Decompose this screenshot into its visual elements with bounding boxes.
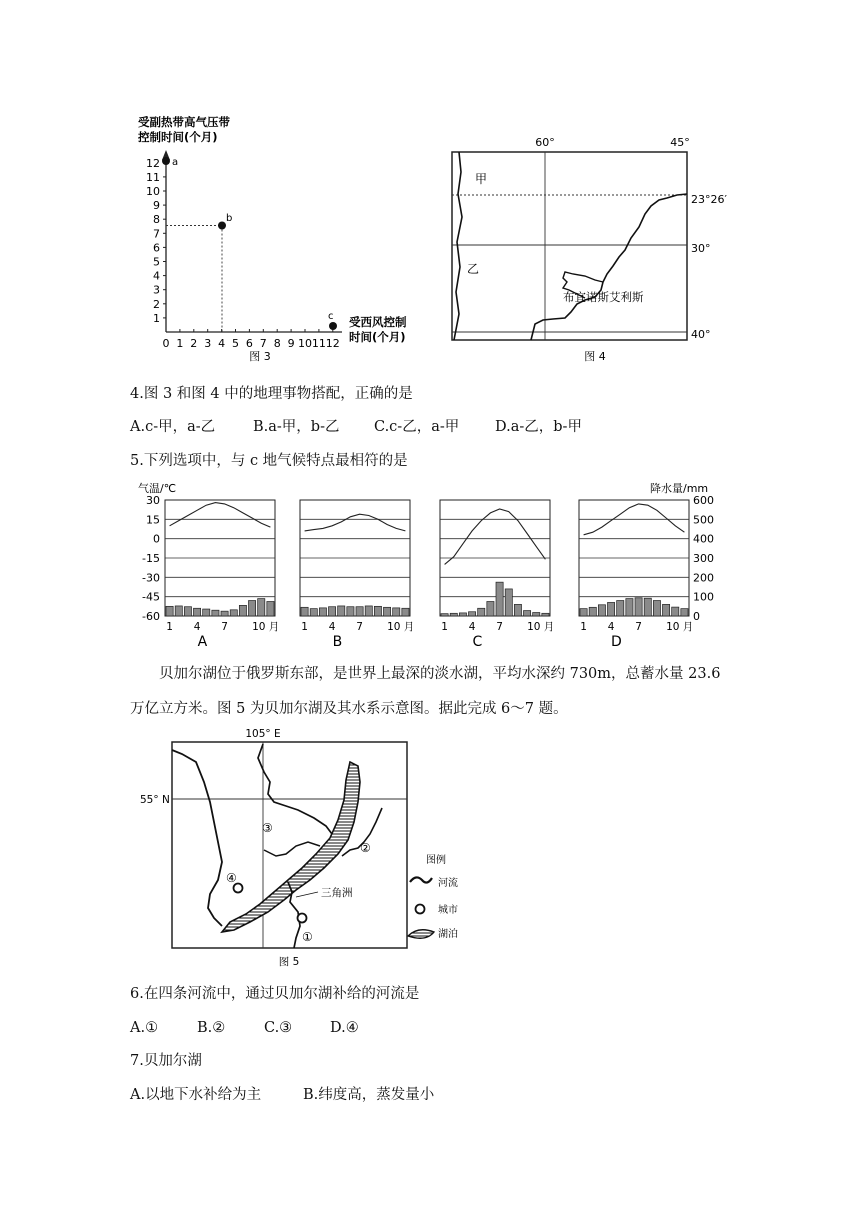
fig3-label-a: a [172,157,179,168]
fig3-xtick-label: 0 [162,337,170,350]
climate-temp-tick: 0 [153,532,160,546]
fig3-ytick-label: 1 [153,311,160,325]
fig5-delta-label: 三角洲 [321,887,353,899]
passage-line-2: 万亿立方米。图 5 为贝加尔湖及其水系示意图。据此完成 6～7 题。 [130,701,568,717]
climate-panel-d [579,500,693,648]
climate-precip-bar [580,609,587,616]
q4-option-b[interactable]: B.a-甲，b-乙 [253,419,340,435]
fig3-ytick-label: 12 [146,156,160,170]
climate-precip-bar [230,610,237,616]
fig5-caption: 图 5 [278,956,300,968]
climate-precip-bar [184,607,191,616]
fig5-legend-city: 城市 [438,905,458,916]
figure-3 [130,110,430,370]
climate-precip-bar [496,582,503,616]
fig3-ytick-label: 6 [153,241,160,255]
climate-precip-bar [589,607,596,616]
fig3-xtick-label: 5 [232,337,239,350]
climate-precip-tick: 200 [693,571,714,585]
fig3-ytick-label: 10 [146,185,160,198]
q7-stem: 7.贝加尔湖 [130,1053,202,1069]
fig3-point-b [218,222,226,230]
fig4-lat-30: 30° [691,242,711,255]
q6-option-a[interactable]: A.① [130,1020,159,1036]
climate-charts [130,478,730,648]
fig4-label-yi: 乙 [467,262,480,276]
fig3-xtick-label: 7 [259,337,267,350]
passage-line-1: 贝加尔湖位于俄罗斯东部，是世界上最深的淡水湖，平均水深约 730m，总蓄水量 23.6 [159,666,721,682]
fig5-lake-baikal [222,762,360,932]
climate-precip-bar [441,614,448,616]
climate-month-tick: 10 月 [527,621,555,633]
fig3-xtick-label: 4 [218,337,226,350]
fig5-river-3-branch [264,842,320,856]
climate-precip-bar [384,607,391,616]
fig3-point-c [329,322,337,330]
climate-precip-bar [338,606,345,616]
climate-temp-tick: 15 [146,513,160,527]
fig5-label-2: ② [360,841,371,855]
climate-panel-a [165,500,279,648]
climate-precip-bar [653,601,660,616]
climate-precip-bar [258,599,265,616]
climate-precip-bar [402,608,409,616]
fig4-lon-60: 60° [535,136,555,149]
fig3-caption: 图 3 [249,350,271,363]
climate-precip-bar [617,601,624,616]
fig5-legend-lake: 湖泊 [438,929,458,940]
fig3-ytick-label: 3 [153,283,160,297]
climate-temp-tick: -60 [142,610,160,623]
fig3-xtick-label: 3 [204,337,212,350]
fig3-ylabel-line1: 受副热带高气压带 [138,115,230,129]
climate-precip-bar [608,602,615,616]
climate-precip-bar [644,598,651,616]
fig3-xtick-label: 9 [287,337,295,350]
fig3-xtick-label: 8 [273,337,281,350]
climate-temp-label: 气温/℃ [138,482,177,495]
fig5-label-3: ③ [262,821,273,835]
climate-panel-label: A [197,634,208,648]
climate-precip-bar [221,611,228,616]
fig3-ytick-label: 4 [153,269,160,283]
climate-month-tick: 7 [356,621,363,633]
fig3-xtick-label: 2 [190,337,198,350]
fig4-label-jia: 甲 [475,172,488,186]
climate-precip-bar [356,607,363,616]
fig3-xtick-label: 12 [325,337,340,350]
q7-option-a[interactable]: A.以地下水补给为主 [130,1087,262,1103]
climate-month-tick: 4 [328,621,336,633]
figure-4 [445,132,745,364]
climate-panel-b [300,500,414,648]
climate-precip-bar [469,612,476,616]
climate-precip-bar [672,607,679,616]
fig3-ytick-label: 7 [153,227,160,241]
climate-precip-bar [194,608,201,616]
fig3-label-b: b [226,213,233,224]
climate-precip-bar [175,606,182,616]
climate-month-tick: 4 [193,621,201,633]
q4-option-a[interactable]: A.c-甲，a-乙 [130,419,216,435]
q4-option-d[interactable]: D.a-乙，b-甲 [495,419,582,435]
climate-precip-bar [505,589,512,616]
climate-precip-bar [249,601,256,616]
fig3-xlabel-line1: 受西风控制 [349,315,407,329]
climate-precip-bar [301,607,308,616]
fig4-lat-40: 40° [691,328,711,341]
climate-temp-tick: -15 [142,552,160,565]
fig4-east-coastline [531,194,687,340]
climate-precip-bar [681,609,688,616]
fig5-legend-river-symbol [410,877,432,882]
q4-option-c[interactable]: C.c-乙，a-甲 [374,419,460,435]
climate-precip-bar [542,613,549,616]
climate-precip-bar [166,606,173,616]
climate-month-tick: 4 [607,621,615,633]
fig3-ytick-label: 8 [153,213,160,227]
climate-precip-bar [310,609,317,616]
fig3-label-c: c [328,311,334,322]
q6-stem: 6.在四条河流中，通过贝加尔湖补给的河流是 [130,986,420,1002]
q5-stem: 5.下列选项中，与 c 地气候特点最相符的是 [130,453,408,469]
fig5-legend-lake-symbol [408,930,434,939]
climate-month-tick: 1 [166,621,173,633]
fig3-xtick-label: 1 [176,337,184,350]
fig3-xtick-label: 6 [245,337,253,350]
climate-month-tick: 10 月 [387,621,415,633]
fig4-city-label: 布宜诺斯艾利斯 [563,290,644,304]
climate-precip-bar [329,607,336,616]
climate-month-tick: 1 [580,621,587,633]
fig4-west-coastline [454,152,462,340]
climate-precip-bar [524,611,531,616]
climate-precip-tick: 600 [693,494,714,507]
climate-precip-bar [663,604,670,616]
climate-precip-bar [459,613,466,616]
climate-precip-bar [487,602,494,617]
climate-precip-bar [533,613,540,616]
climate-precip-bar [393,608,400,616]
climate-precip-bar [598,605,605,616]
climate-temp-tick: -45 [142,590,160,604]
climate-month-tick: 10 月 [666,621,694,633]
fig3-ytick-label: 11 [146,170,160,184]
climate-month-tick: 1 [441,621,448,633]
climate-precip-bar [212,610,219,616]
q6-option-b[interactable]: B.② [197,1020,226,1036]
fig5-legend-city-symbol [416,905,425,914]
climate-precip-tick: 400 [693,532,714,546]
q4-stem: 4.图 3 和图 4 中的地理事物搭配，正确的是 [130,386,413,402]
climate-precip-bar [514,604,521,616]
fig4-caption: 图 4 [584,350,606,363]
fig3-ytick-label: 2 [153,297,160,311]
fig3-ytick-label: 9 [153,199,160,213]
fig3-xtick-label: 11 [311,337,326,350]
fig4-frame [452,152,687,340]
fig3-xtick-label: 10 [298,337,312,350]
climate-precip-tick: 0 [693,610,700,623]
fig5-river-4 [172,750,222,926]
fig4-lat-2326: 23°26′ [691,193,727,206]
q6-option-d[interactable]: D.④ [330,1020,359,1036]
climate-precip-bar [203,609,210,616]
climate-precip-bar [626,599,633,616]
fig5-label-1: ① [302,930,313,944]
fig3-ytick-label: 5 [153,255,160,269]
climate-month-tick: 10 月 [252,621,280,633]
fig3-point-a [162,157,170,165]
climate-month-tick: 7 [635,621,642,633]
climate-panel-c [440,500,554,648]
climate-precip-bar [450,613,457,616]
climate-precip-tick: 500 [693,513,714,527]
climate-precip-bar [347,607,354,616]
fig5-label-4: ④ [226,871,237,885]
climate-precip-bar [635,598,642,616]
climate-precip-tick: 300 [693,552,714,565]
climate-precip-bar [365,606,372,616]
climate-panel-label: B [332,634,343,648]
climate-precip-bar [478,608,485,616]
climate-month-tick: 7 [496,621,503,633]
climate-temp-tick: 30 [146,494,160,507]
climate-precip-bar [267,602,274,617]
fig5-lat-label: 55° N [140,794,170,806]
climate-panel-label: C [472,634,483,648]
fig3-ylabel-line2: 控制时间(个月) [138,130,218,144]
figure-5 [138,722,498,972]
fig5-lon-label: 105° E [245,728,281,740]
fig3-xlabel-line2: 时间(个月) [349,330,406,344]
q6-option-c[interactable]: C.③ [264,1020,293,1036]
climate-month-tick: 7 [221,621,228,633]
fig5-legend-river: 河流 [438,878,458,889]
climate-precip-bar [239,605,246,616]
fig4-lon-45: 45° [670,136,690,149]
climate-precip-bar [374,606,381,616]
climate-month-tick: 4 [468,621,476,633]
climate-precip-tick: 100 [693,590,714,604]
fig5-city-ulan-ude [298,914,307,923]
climate-temp-tick: -30 [142,571,160,585]
fig5-delta-pointer [296,892,318,897]
climate-panel-label: D [611,634,622,648]
climate-precip-label: 降水量/mm [650,482,709,495]
fig5-frame [172,742,407,948]
climate-precip-bar [319,608,326,616]
fig5-legend-title: 图例 [426,855,446,866]
climate-month-tick: 1 [301,621,308,633]
q7-option-b[interactable]: B.纬度高，蒸发量小 [303,1087,435,1103]
